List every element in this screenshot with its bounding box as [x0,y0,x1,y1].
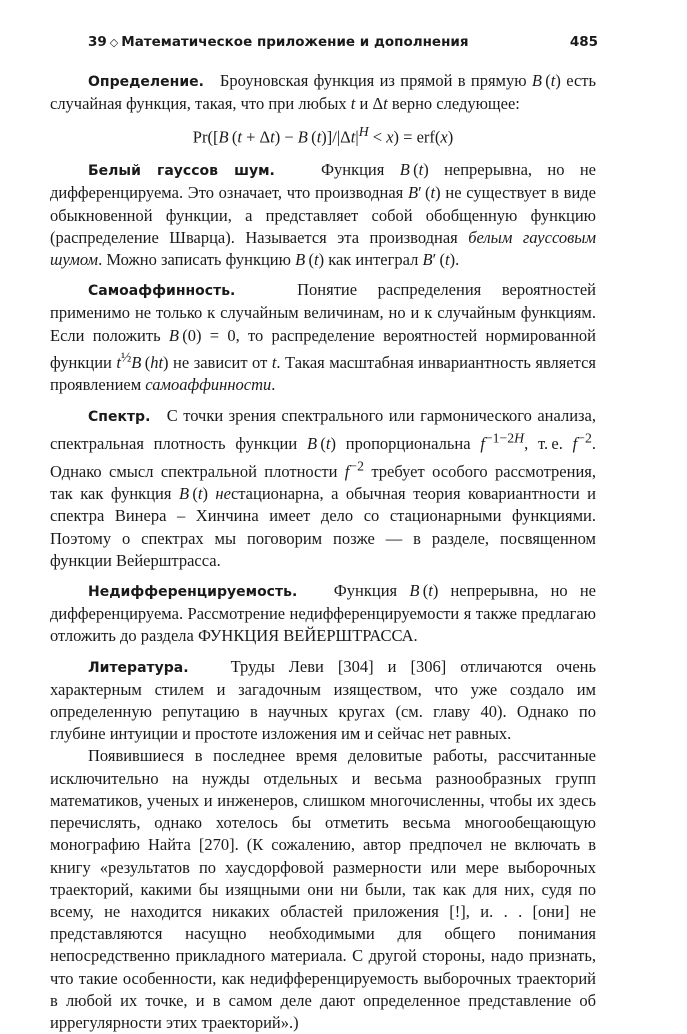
paragraph-text: Функция B (t) непрерывна, но не дифференцируема. Это означает, что производная B′ (t) не существует в виде обыкновенной функции, а представляет собой обобщенную функцию (распределение Шварца). Называется эта производная белым гауссовым шумом. Можно записать функцию B (t) как интеграл B′ (t). [50,160,597,269]
page-body [50,70,596,1034]
paragraph-text: Понятие распределения вероятностей применимо не только к случайным величинам, но и к случайным функциям. Если положить B (0) = 0, то распределение вероятностей нормированной функции $t^{\frac{1}{2}}B$ (ht) не зависит от t. Такая масштабная инвариантность является проявлением самоаффинности. [50,280,597,395]
paragraph-spectrum [50,405,596,572]
diamond-icon: ◇ [109,36,119,49]
paragraph-definition [50,70,596,115]
running-header [88,34,598,56]
chapter-number: 39 [88,34,107,50]
term-nondifferentiability: Недифференцируемость. [88,584,298,601]
paragraph-nondifferentiability [50,580,596,648]
paragraph-text: Труды Леви [304] и [306] отличаются очень характерным стилем и загадочным изяществом, что уже создало им определенную репутацию в научных кругах (см. главу 40). Однако по глубине интуиции и простоте изложения им и сейчас нет равных. [50,656,596,744]
chapter-title: Математическое приложение и дополнения [121,34,469,50]
paragraph-text: Появившиеся в последнее время деловитые работы, рассчитанные исключительно на нужды отдельных и весьма разнообразных групп математиков, ученых и инженеров, слишком многочисленны, чтобы их здесь перечислять, однако хотелось бы отметить весьма многообещающую монографию Найта [270]. (К сожалению, автор предпочел не включать в книгу «результатов по хаусдорфовой размерности или мере выборочных траекторий, какими бы изящными они ни были, так как для них, судя по всему, не находится никаких областей приложения [!], и. . . [они] не представляются насущно необходимыми для общего понимания непосредственно прикладного материала. С другой стороны, надо признать, что такие особенности, как недифференцируемость выборочных траекторий в любой их точке, и в самом деле дают определенное представление об иррегулярности этих траекторий».) [50,746,596,1032]
term-self-affinity: Самоаффинность. [88,283,236,300]
paragraph-text: Броуновская функция из прямой в прямую B (t) есть случайная функция, такая, что при любых t и Δt верно следующее: [50,71,597,114]
paragraph-text: С точки зрения спектрального или гармонического анализа, спектральная плотность функции B (t) пропорциональна $f^{-1-2H}$, т. е. $f^{-2}$. Однако смысл спектральной плотности $f^{-2}$ требует особого рассмотрения, так как функция B (t) нестационарна, а обычная теория ковариантности и спектра Винера – Хинчина имеет дело со стационарными функциями. Поэтому о спектрах мы поговорим позже — в разделе, посвященном функции Вейерштрасса. [50,405,597,570]
header-chapter-title [88,34,469,50]
term-white-noise: Белый гауссов шум. [88,163,275,180]
paragraph-literature [50,656,596,746]
paragraph-text: Функция B (t) непрерывна, но не дифференцируема. Рассмотрение недифференцируемости я также предлагаю отложить до раздела ФУНКЦИЯ ВЕЙЕРШТРАССА. [50,581,596,646]
formula-probability: Pr([B (t + Δt) − B $(t)]/|\Delta t|^H < x) = erf(x)$ [192,124,454,147]
paragraph-self-affinity [50,279,596,397]
term-literature: Литература. [88,659,189,676]
paragraph-literature-continued [50,745,596,1034]
term-definition: Определение. [88,74,204,90]
term-spectrum: Спектр. [88,408,151,425]
page-number: 485 [569,34,598,50]
paragraph-white-noise [50,159,596,271]
